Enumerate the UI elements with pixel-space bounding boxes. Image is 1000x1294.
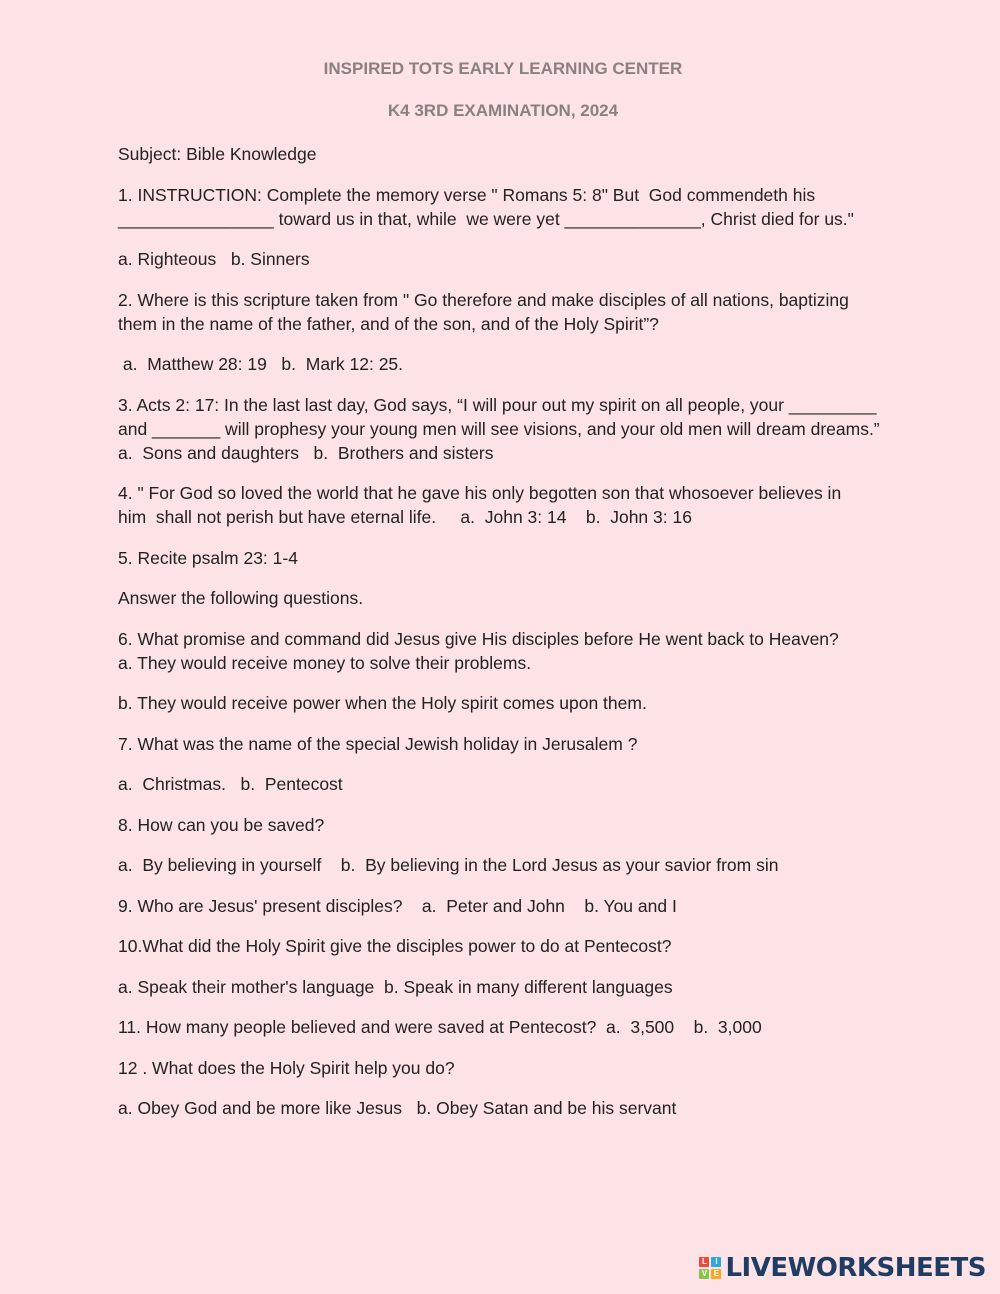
- school-name: INSPIRED TOTS EARLY LEARNING CENTER: [323, 59, 683, 78]
- question-1: 1. INSTRUCTION: Complete the memory verse " Romans 5: 8" But God commendeth his ________________ toward us in that, while we were yet ______________, Christ died for us.": [118, 184, 854, 229]
- question-8: 8. How can you be saved?: [118, 814, 325, 835]
- logo-wordmark: LIVEWORKSHEETS: [725, 1253, 986, 1283]
- logo-tile: V: [699, 1269, 709, 1279]
- subject-line: Subject: Bible Knowledge: [118, 144, 317, 164]
- logo-tile: E: [711, 1269, 721, 1279]
- options-12: a. Obey God and be more like Jesus b. Obey Satan and be his servant: [118, 1098, 677, 1118]
- options-1: a. Righteous b. Sinners: [118, 249, 310, 269]
- question-2: 2. Where is this scripture taken from " Go therefore and make disciples of all nations, baptizing them in the name of the father, and of the son, and of the Holy Spirit”?: [118, 289, 849, 334]
- question-5: 5. Recite psalm 23: 1-4: [118, 547, 298, 568]
- question-3: 3. Acts 2: 17: In the last last day, God says, “I will pour out my spirit on all people, your _________ and _______ will prophesy your young men will see visions, and your old men will dream dreams.” a. Sons and daughters b. Brothers and sisters: [118, 394, 880, 463]
- question-9: 9. Who are Jesus' present disciples? a. Peter and John b. You and I: [118, 895, 677, 916]
- question-11: 11. How many people believed and were saved at Pentecost? a. 3,500 b. 3,000: [118, 1017, 762, 1037]
- logo-tile: I: [711, 1257, 721, 1267]
- section-instruction: Answer the following questions.: [118, 588, 364, 608]
- options-8: a. By believing in yourself b. By believing in the Lord Jesus as your savior from sin: [118, 855, 779, 875]
- options-6b: b. They would receive power when the Holy spirit comes upon them.: [118, 693, 647, 713]
- liveworksheets-logo[interactable]: [699, 1254, 986, 1282]
- question-7: 7. What was the name of the special Jewish holiday in Jerusalem ?: [118, 733, 638, 754]
- question-6: 6. What promise and command did Jesus give His disciples before He went back to Heaven? a. They would receive money to solve their problems.: [118, 628, 839, 673]
- question-10: 10.What did the Holy Spirit give the disciples power to do at Pentecost?: [118, 936, 672, 956]
- options-7: a. Christmas. b. Pentecost: [118, 774, 343, 794]
- logo-tile: L: [699, 1257, 709, 1267]
- exam-title: K4 3RD EXAMINATION, 2024: [387, 101, 619, 120]
- question-4: 4. " For God so loved the world that he gave his only begotten son that whosoever believes in him shall not perish but have eternal life. a. John 3: 14 b. John 3: 16: [118, 483, 842, 527]
- options-2: a. Matthew 28: 19 b. Mark 12: 25.: [118, 354, 404, 374]
- logo-tiles-icon: [699, 1257, 721, 1279]
- worksheet-page: [118, 58, 888, 1120]
- question-12: 12 . What does the Holy Spirit help you do?: [118, 1057, 455, 1078]
- options-10: a. Speak their mother's language b. Speak in many different languages: [118, 976, 673, 997]
